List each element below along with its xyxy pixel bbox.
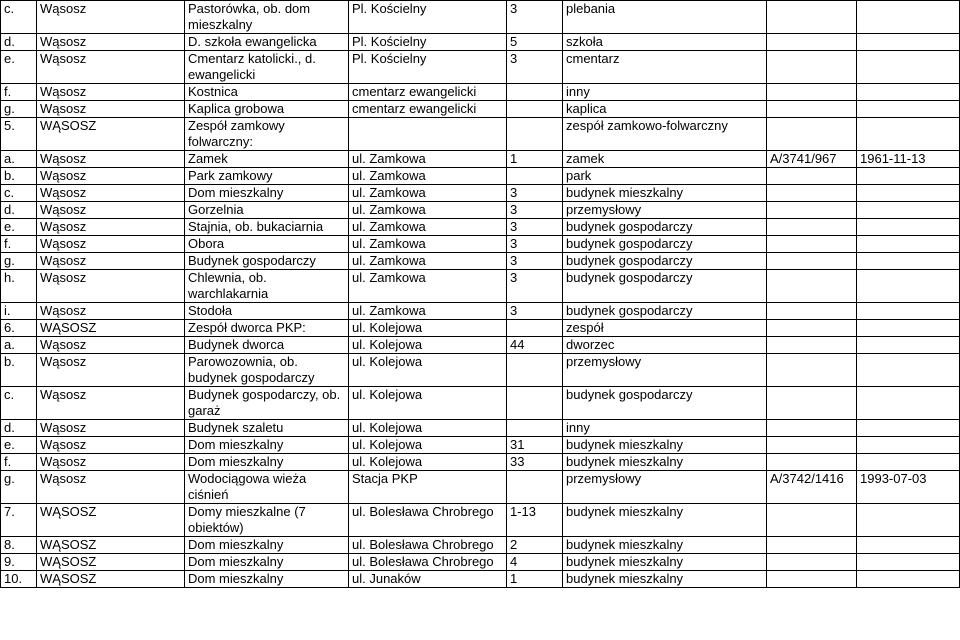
item-number-cell: g. (1, 101, 37, 118)
object-name-cell: Obora (185, 236, 349, 253)
street-cell: Pl. Kościelny (349, 1, 507, 34)
house-number-cell: 3 (507, 253, 563, 270)
object-name-cell: D. szkoła ewangelicka (185, 34, 349, 51)
entry-date-cell (857, 34, 960, 51)
register-number-cell (767, 337, 857, 354)
table-row (1, 270, 960, 303)
item-number-cell: e. (1, 219, 37, 236)
table-row (1, 337, 960, 354)
register-number-cell (767, 270, 857, 303)
function-cell: kaplica (563, 101, 767, 118)
house-number-cell (507, 471, 563, 504)
function-cell: przemysłowy (563, 202, 767, 219)
table-row (1, 554, 960, 571)
house-number-cell: 3 (507, 185, 563, 202)
street-cell: ul. Kolejowa (349, 354, 507, 387)
register-number-cell (767, 168, 857, 185)
table-row (1, 454, 960, 471)
town-cell: WĄSOSZ (37, 537, 185, 554)
entry-date-cell: 1961-11-13 (857, 151, 960, 168)
town-cell: WĄSOSZ (37, 554, 185, 571)
street-cell: ul. Zamkowa (349, 219, 507, 236)
entry-date-cell (857, 202, 960, 219)
house-number-cell: 3 (507, 270, 563, 303)
entry-date-cell (857, 101, 960, 118)
item-number-cell: g. (1, 471, 37, 504)
function-cell: plebania (563, 1, 767, 34)
item-number-cell: f. (1, 454, 37, 471)
function-cell: budynek mieszkalny (563, 185, 767, 202)
item-number-cell: d. (1, 202, 37, 219)
street-cell: ul. Zamkowa (349, 151, 507, 168)
street-cell: ul. Zamkowa (349, 236, 507, 253)
street-cell: ul. Kolejowa (349, 320, 507, 337)
entry-date-cell (857, 554, 960, 571)
function-cell: budynek gospodarczy (563, 303, 767, 320)
object-name-cell: Kaplica grobowa (185, 101, 349, 118)
house-number-cell (507, 387, 563, 420)
function-cell: cmentarz (563, 51, 767, 84)
item-number-cell: e. (1, 51, 37, 84)
item-number-cell: e. (1, 437, 37, 454)
entry-date-cell (857, 168, 960, 185)
object-name-cell: Budynek dworca (185, 337, 349, 354)
street-cell: ul. Zamkowa (349, 202, 507, 219)
table-row (1, 118, 960, 151)
house-number-cell: 3 (507, 303, 563, 320)
object-name-cell: Zamek (185, 151, 349, 168)
street-cell: ul. Zamkowa (349, 253, 507, 270)
item-number-cell: i. (1, 303, 37, 320)
object-name-cell: Park zamkowy (185, 168, 349, 185)
register-number-cell (767, 454, 857, 471)
function-cell: zespół (563, 320, 767, 337)
function-cell: budynek gospodarczy (563, 253, 767, 270)
house-number-cell (507, 320, 563, 337)
town-cell: Wąsosz (37, 236, 185, 253)
object-name-cell: Chlewnia, ob. warchlakarnia (185, 270, 349, 303)
house-number-cell: 1 (507, 151, 563, 168)
item-number-cell: b. (1, 168, 37, 185)
function-cell: budynek mieszkalny (563, 554, 767, 571)
function-cell: budynek gospodarczy (563, 270, 767, 303)
register-number-cell (767, 185, 857, 202)
street-cell: ul. Zamkowa (349, 185, 507, 202)
object-name-cell: Stajnia, ob. bukaciarnia (185, 219, 349, 236)
table-row (1, 320, 960, 337)
entry-date-cell (857, 1, 960, 34)
table-body (1, 1, 960, 588)
entry-date-cell (857, 118, 960, 151)
house-number-cell (507, 420, 563, 437)
street-cell: Stacja PKP (349, 471, 507, 504)
house-number-cell: 1 (507, 571, 563, 588)
town-cell: Wąsosz (37, 185, 185, 202)
function-cell: park (563, 168, 767, 185)
town-cell: Wąsosz (37, 202, 185, 219)
street-cell: ul. Bolesława Chrobrego (349, 537, 507, 554)
house-number-cell: 4 (507, 554, 563, 571)
register-number-cell (767, 354, 857, 387)
house-number-cell (507, 168, 563, 185)
table-row (1, 303, 960, 320)
table-row (1, 185, 960, 202)
town-cell: Wąsosz (37, 51, 185, 84)
register-number-cell (767, 253, 857, 270)
town-cell: Wąsosz (37, 337, 185, 354)
entry-date-cell (857, 454, 960, 471)
function-cell: dworzec (563, 337, 767, 354)
street-cell: cmentarz ewangelicki (349, 84, 507, 101)
register-number-cell (767, 34, 857, 51)
street-cell: ul. Zamkowa (349, 168, 507, 185)
town-cell: Wąsosz (37, 471, 185, 504)
item-number-cell: 10. (1, 571, 37, 588)
table-row (1, 537, 960, 554)
town-cell: WĄSOSZ (37, 320, 185, 337)
table-row (1, 354, 960, 387)
town-cell: WĄSOSZ (37, 571, 185, 588)
item-number-cell: 8. (1, 537, 37, 554)
function-cell: inny (563, 84, 767, 101)
entry-date-cell (857, 387, 960, 420)
entry-date-cell (857, 354, 960, 387)
town-cell: Wąsosz (37, 168, 185, 185)
house-number-cell: 44 (507, 337, 563, 354)
street-cell: cmentarz ewangelicki (349, 101, 507, 118)
house-number-cell: 3 (507, 202, 563, 219)
table-row (1, 471, 960, 504)
function-cell: budynek gospodarczy (563, 219, 767, 236)
register-number-cell (767, 537, 857, 554)
table-row (1, 101, 960, 118)
entry-date-cell (857, 437, 960, 454)
register-number-cell (767, 219, 857, 236)
house-number-cell (507, 118, 563, 151)
register-number-cell (767, 51, 857, 84)
entry-date-cell (857, 337, 960, 354)
function-cell: przemysłowy (563, 354, 767, 387)
town-cell: Wąsosz (37, 151, 185, 168)
entry-date-cell (857, 504, 960, 537)
function-cell: przemysłowy (563, 471, 767, 504)
table-row (1, 219, 960, 236)
function-cell: budynek mieszkalny (563, 437, 767, 454)
town-cell: Wąsosz (37, 84, 185, 101)
table-row (1, 236, 960, 253)
object-name-cell: Parowozownia, ob. budynek gospodarczy (185, 354, 349, 387)
house-number-cell: 33 (507, 454, 563, 471)
function-cell: inny (563, 420, 767, 437)
object-name-cell: Budynek gospodarczy, ob. garaż (185, 387, 349, 420)
street-cell: ul. Kolejowa (349, 387, 507, 420)
town-cell: Wąsosz (37, 420, 185, 437)
house-number-cell: 3 (507, 236, 563, 253)
entry-date-cell (857, 185, 960, 202)
table-row (1, 84, 960, 101)
town-cell: Wąsosz (37, 387, 185, 420)
register-number-cell: A/3741/967 (767, 151, 857, 168)
object-name-cell: Budynek gospodarczy (185, 253, 349, 270)
house-number-cell: 1-13 (507, 504, 563, 537)
object-name-cell: Domy mieszkalne (7 obiektów) (185, 504, 349, 537)
object-name-cell: Cmentarz katolicki., d. ewangelicki (185, 51, 349, 84)
town-cell: Wąsosz (37, 219, 185, 236)
register-number-cell (767, 118, 857, 151)
street-cell: ul. Junaków (349, 571, 507, 588)
house-number-cell (507, 84, 563, 101)
table-row (1, 202, 960, 219)
register-number-cell (767, 236, 857, 253)
object-name-cell: Zespół zamkowy folwarczny: (185, 118, 349, 151)
item-number-cell: h. (1, 270, 37, 303)
item-number-cell: d. (1, 34, 37, 51)
object-name-cell: Dom mieszkalny (185, 437, 349, 454)
street-cell: ul. Zamkowa (349, 270, 507, 303)
street-cell: ul. Kolejowa (349, 454, 507, 471)
house-number-cell (507, 101, 563, 118)
entry-date-cell: 1993-07-03 (857, 471, 960, 504)
function-cell: budynek gospodarczy (563, 387, 767, 420)
house-number-cell: 31 (507, 437, 563, 454)
function-cell: budynek mieszkalny (563, 454, 767, 471)
entry-date-cell (857, 537, 960, 554)
table-row (1, 34, 960, 51)
house-number-cell: 3 (507, 51, 563, 84)
object-name-cell: Pastorówka, ob. dom mieszkalny (185, 1, 349, 34)
function-cell: budynek mieszkalny (563, 571, 767, 588)
item-number-cell: c. (1, 1, 37, 34)
street-cell (349, 118, 507, 151)
item-number-cell: b. (1, 354, 37, 387)
item-number-cell: d. (1, 420, 37, 437)
street-cell: ul. Kolejowa (349, 437, 507, 454)
item-number-cell: g. (1, 253, 37, 270)
register-number-cell (767, 1, 857, 34)
function-cell: budynek gospodarczy (563, 236, 767, 253)
street-cell: ul. Kolejowa (349, 337, 507, 354)
street-cell: Pl. Kościelny (349, 34, 507, 51)
town-cell: Wąsosz (37, 1, 185, 34)
register-number-cell (767, 571, 857, 588)
object-name-cell: Dom mieszkalny (185, 185, 349, 202)
register-number-cell (767, 84, 857, 101)
item-number-cell: c. (1, 387, 37, 420)
item-number-cell: 7. (1, 504, 37, 537)
town-cell: Wąsosz (37, 101, 185, 118)
register-number-cell (767, 303, 857, 320)
function-cell: zespół zamkowo-folwarczny (563, 118, 767, 151)
town-cell: WĄSOSZ (37, 118, 185, 151)
object-name-cell: Dom mieszkalny (185, 571, 349, 588)
table-row (1, 151, 960, 168)
register-number-cell (767, 387, 857, 420)
register-number-cell (767, 554, 857, 571)
table-row (1, 1, 960, 34)
object-name-cell: Stodoła (185, 303, 349, 320)
entry-date-cell (857, 420, 960, 437)
function-cell: budynek mieszkalny (563, 504, 767, 537)
town-cell: WĄSOSZ (37, 504, 185, 537)
house-number-cell (507, 354, 563, 387)
table-row (1, 571, 960, 588)
item-number-cell: a. (1, 337, 37, 354)
table-row (1, 168, 960, 185)
house-number-cell: 5 (507, 34, 563, 51)
house-number-cell: 3 (507, 219, 563, 236)
object-name-cell: Budynek szaletu (185, 420, 349, 437)
entry-date-cell (857, 571, 960, 588)
table-row (1, 253, 960, 270)
register-number-cell (767, 437, 857, 454)
function-cell: budynek mieszkalny (563, 537, 767, 554)
entry-date-cell (857, 236, 960, 253)
town-cell: Wąsosz (37, 270, 185, 303)
register-number-cell (767, 504, 857, 537)
register-number-cell (767, 420, 857, 437)
town-cell: Wąsosz (37, 34, 185, 51)
town-cell: Wąsosz (37, 253, 185, 270)
street-cell: ul. Zamkowa (349, 303, 507, 320)
entry-date-cell (857, 84, 960, 101)
object-name-cell: Zespół dworca PKP: (185, 320, 349, 337)
item-number-cell: f. (1, 236, 37, 253)
object-name-cell: Dom mieszkalny (185, 454, 349, 471)
object-name-cell: Dom mieszkalny (185, 537, 349, 554)
object-name-cell: Wodociągowa wieża ciśnień (185, 471, 349, 504)
street-cell: ul. Kolejowa (349, 420, 507, 437)
entry-date-cell (857, 253, 960, 270)
object-name-cell: Gorzelnia (185, 202, 349, 219)
town-cell: Wąsosz (37, 437, 185, 454)
table-row (1, 437, 960, 454)
town-cell: Wąsosz (37, 454, 185, 471)
item-number-cell: 5. (1, 118, 37, 151)
object-name-cell: Kostnica (185, 84, 349, 101)
item-number-cell: c. (1, 185, 37, 202)
function-cell: zamek (563, 151, 767, 168)
town-cell: Wąsosz (37, 354, 185, 387)
table-row (1, 420, 960, 437)
house-number-cell: 2 (507, 537, 563, 554)
street-cell: ul. Bolesława Chrobrego (349, 504, 507, 537)
register-number-cell (767, 202, 857, 219)
register-number-cell (767, 320, 857, 337)
entry-date-cell (857, 219, 960, 236)
house-number-cell: 3 (507, 1, 563, 34)
town-cell: Wąsosz (37, 303, 185, 320)
object-name-cell: Dom mieszkalny (185, 554, 349, 571)
street-cell: Pl. Kościelny (349, 51, 507, 84)
entry-date-cell (857, 270, 960, 303)
entry-date-cell (857, 303, 960, 320)
register-number-cell (767, 101, 857, 118)
item-number-cell: 9. (1, 554, 37, 571)
item-number-cell: f. (1, 84, 37, 101)
function-cell: szkoła (563, 34, 767, 51)
entry-date-cell (857, 51, 960, 84)
item-number-cell: 6. (1, 320, 37, 337)
entry-date-cell (857, 320, 960, 337)
register-number-cell: A/3742/1416 (767, 471, 857, 504)
table-row (1, 387, 960, 420)
street-cell: ul. Bolesława Chrobrego (349, 554, 507, 571)
table-row (1, 504, 960, 537)
item-number-cell: a. (1, 151, 37, 168)
table-row (1, 51, 960, 84)
